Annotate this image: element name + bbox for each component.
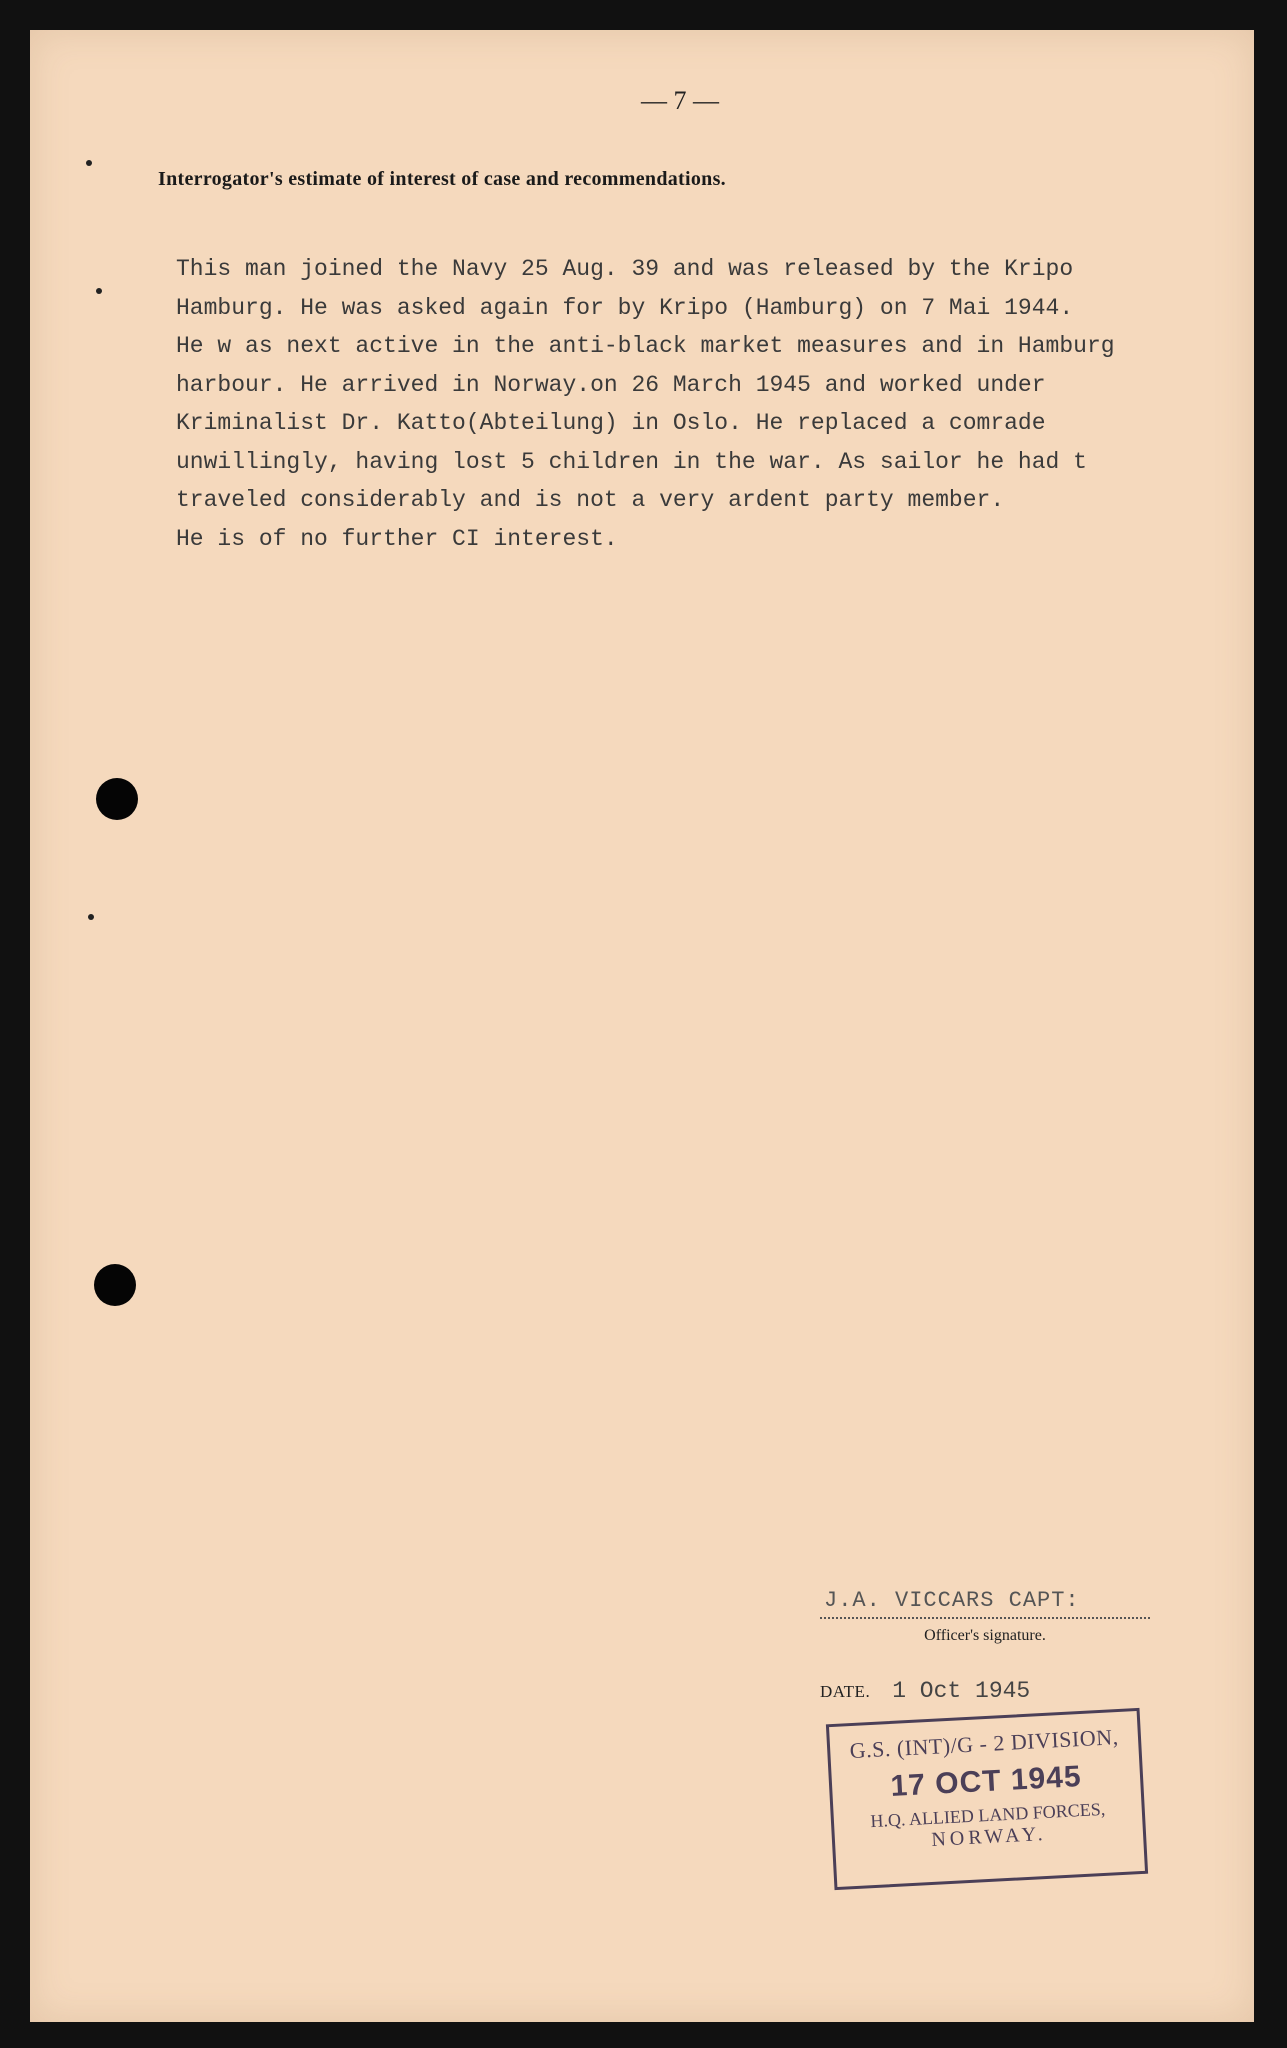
body-line: This man joined the Navy 25 Aug. 39 and was released by the Kripo <box>176 256 1074 282</box>
section-heading: Interrogator's estimate of interest of case and recommendations. <box>158 168 726 190</box>
signature-block <box>820 1588 1150 1645</box>
body-line: Kriminalist Dr. Katto(Abteilung) in Oslo. He replaced a comrade <box>176 410 1046 436</box>
body-line: He w as next active in the anti-black market measures and in Hamburg <box>176 333 1115 359</box>
signature-caption: Officer's signature. <box>924 1627 1046 1644</box>
document-page <box>30 30 1254 2022</box>
received-stamp <box>826 1708 1148 1890</box>
edge-mark <box>96 288 102 294</box>
edge-mark <box>88 914 94 920</box>
page-number: — 7 — <box>641 86 719 115</box>
officer-signature: J.A. VICCARS CAPT: <box>820 1588 1150 1619</box>
date-block <box>820 1678 1120 1704</box>
body-line: Hamburg. He was asked again for by Kripo (Hamburg) on 7 Mai 1944. <box>176 294 1074 321</box>
body-line: unwillingly, having lost 5 children in the war. As sailor he had t <box>176 448 1087 475</box>
date-value: 1 Oct 1945 <box>892 1678 1031 1704</box>
date-label: DATE. <box>820 1682 871 1701</box>
stamp-hq: H.Q. ALLIED LAND FORCES, <box>869 1798 1106 1832</box>
stamp-date: 17 OCT 1945 <box>889 1760 1083 1804</box>
edge-mark <box>86 160 92 166</box>
punch-hole-top <box>96 778 138 820</box>
body-line: He is of no further CI interest. <box>176 525 618 552</box>
punch-hole-bottom <box>94 1264 136 1306</box>
stamp-country: NORWAY. <box>930 1822 1048 1851</box>
body-line: traveled considerably and is not a very ardent party member. <box>176 487 1005 513</box>
report-body <box>176 250 1266 558</box>
stamp-division: G.S. (INT)/G - 2 DIVISION, <box>849 1724 1120 1764</box>
body-line: harbour. He arrived in Norway.on 26 March 1945 and worked under <box>176 371 1046 398</box>
